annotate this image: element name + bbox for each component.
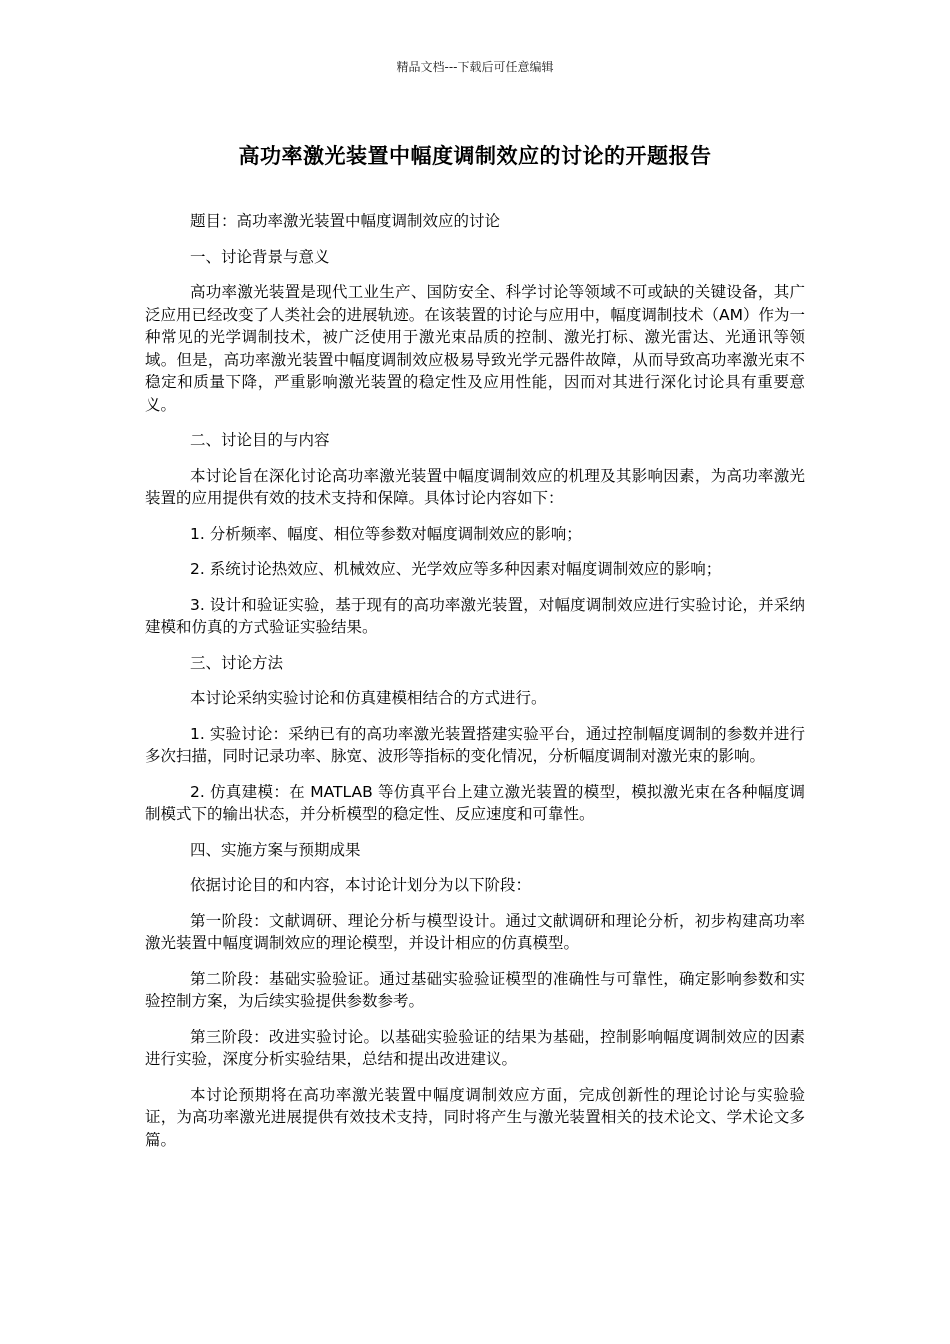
page-header: 精品文档---下载后可任意编辑: [396, 60, 554, 74]
document-body: [145, 210, 805, 1164]
list-item: 1. 分析频率、幅度、相位等参数对幅度调制效应的影响；: [190, 524, 582, 543]
phase-paragraph: 第二阶段：基础实验验证。通过基础实验验证模型的准确性与可靠性，确定影响参数和实验控制方案，为后续实验提供参数参考。: [145, 969, 805, 1010]
section-heading: 二、讨论目的与内容: [190, 431, 330, 449]
phase-paragraph: 第三阶段：改进实验讨论。以基础实验验证的结果为基础，控制影响幅度调制效应的因素进行实验，深度分析实验结果，总结和提出改进建议。: [145, 1027, 805, 1068]
paragraph: 本讨论旨在深化讨论高功率激光装置中幅度调制效应的机理及其影响因素，为高功率激光装置的应用提供有效的技术支持和保障。具体讨论内容如下：: [145, 466, 805, 507]
paragraph: 依据讨论目的和内容，本讨论计划分为以下阶段：: [190, 876, 532, 894]
list-item: 2. 仿真建模：在 MATLAB 等仿真平台上建立激光装置的模型，模拟激光束在各种幅度调制模式下的输出状态，并分析模型的稳定性、反应速度和可靠性。: [145, 782, 805, 823]
paragraph: 本讨论采纳实验讨论和仿真建模相结合的方式进行。: [190, 689, 547, 707]
paragraph: 高功率激光装置是现代工业生产、国防安全、科学讨论等领域不可或缺的关键设备，其广泛应用已经改变了人类社会的进展轨迹。在该装置的讨论与应用中，幅度调制技术（AM）作为一种常见的光学调制技术，被广泛使用于激光束品质的控制、激光打标、激光雷达、光通讯等领域。但是，高功率激光装置中幅度调制效应极易导致光学元器件故障，从而导致高功率激光束不稳定和质量下降，严重影响激光装置的稳定性及应用性能，因而对其进行深化讨论具有重要意义。: [145, 283, 805, 414]
section-heading: 四、实施方案与预期成果: [190, 840, 361, 859]
topic-line: 题目：高功率激光装置中幅度调制效应的讨论: [190, 212, 501, 230]
document-title: 高功率激光装置中幅度调制效应的讨论的开题报告: [238, 144, 712, 168]
phase-paragraph: 第一阶段：文献调研、理论分析与模型设计。通过文献调研和理论分析，初步构建高功率激光装置中幅度调制效应的理论模型，并设计相应的仿真模型。: [145, 911, 805, 952]
list-item: 2. 系统讨论热效应、机械效应、光学效应等多种因素对幅度调制效应的影响；: [190, 560, 722, 578]
list-item: 3. 设计和验证实验，基于现有的高功率激光装置，对幅度调制效应进行实验讨论，并采纳建模和仿真的方式验证实验结果。: [145, 595, 805, 636]
paragraph: 本讨论预期将在高功率激光装置中幅度调制效应方面，完成创新性的理论讨论与实验验证，为高功率激光进展提供有效技术支持，同时将产生与激光装置相关的技术论文、学术论文多篇。: [145, 1085, 805, 1149]
section-heading: 三、讨论方法: [190, 653, 284, 672]
list-item: 1. 实验讨论：采纳已有的高功率激光装置搭建实验平台，通过控制幅度调制的参数并进行多次扫描，同时记录功率、脉宽、波形等指标的变化情况，分析幅度调制对激光束的影响。: [145, 724, 805, 765]
section-heading: 一、讨论背景与意义: [190, 247, 330, 266]
